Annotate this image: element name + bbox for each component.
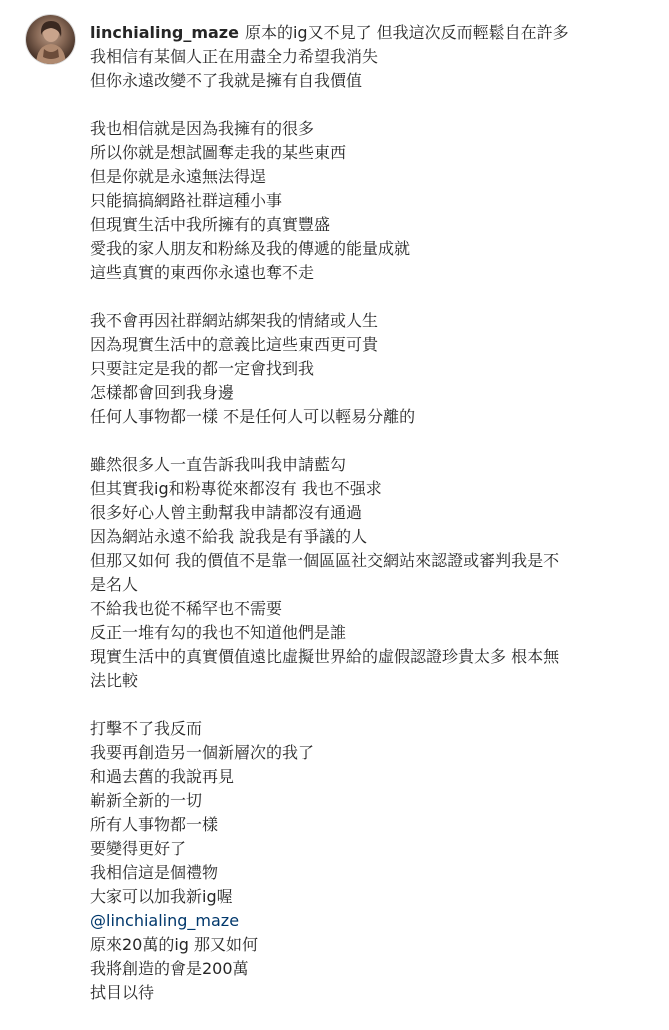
caption-line: [90, 333, 650, 357]
caption-line-text: 很多好心人曾主動幫我申請都沒有通過: [90, 503, 363, 522]
caption-line: [90, 837, 650, 861]
username-link[interactable]: linchialing_maze: [90, 23, 239, 42]
caption-line: [90, 765, 650, 789]
caption-line-text: 愛我的家人朋友和粉絲及我的傳遞的能量成就: [90, 239, 411, 258]
caption-line: [90, 357, 650, 381]
caption-line: [90, 645, 650, 669]
caption-line-text: 這些真實的東西你永遠也奪不走: [90, 263, 315, 282]
caption-line: [90, 429, 650, 453]
caption-line: [90, 261, 650, 285]
caption-line-text: 打擊不了我反而: [90, 719, 203, 738]
caption-line-text: 因為網站永遠不給我 說我是有爭議的人: [90, 527, 368, 546]
caption-text: [90, 21, 650, 1005]
caption-line-text: 但那又如何 我的價值不是靠一個區區社交網站來認證或審判我是不: [90, 551, 560, 570]
caption-line-text: 只能搞搞網路社群這種小事: [90, 191, 283, 210]
caption-line-text: 法比較: [90, 671, 139, 690]
caption-line: [90, 69, 650, 93]
caption-line-text: 原本的ig又不見了 但我這次反而輕鬆自在許多: [244, 23, 569, 42]
caption-line: [90, 237, 650, 261]
caption-line-text: 和過去舊的我說再見: [90, 767, 235, 786]
caption-line: [90, 957, 650, 981]
caption-line: [90, 909, 650, 933]
caption-line: [90, 405, 650, 429]
caption-line-text: 我不會再因社群網站綁架我的情緒或人生: [90, 311, 379, 330]
caption-line: [90, 669, 650, 693]
caption-line-text: 拭目以待: [90, 983, 155, 1002]
caption-line: [90, 141, 650, 165]
caption-line-text: 是名人: [90, 575, 139, 594]
caption-line-text: 要變得更好了: [90, 839, 187, 858]
caption-line: [90, 597, 650, 621]
caption-line: [90, 861, 650, 885]
caption-line: [90, 453, 650, 477]
avatar-photo-icon: [26, 15, 75, 64]
caption-line: [90, 381, 650, 405]
caption-line-text: 我相信這是個禮物: [90, 863, 219, 882]
avatar[interactable]: [26, 15, 75, 64]
caption-line-text: 因為現實生活中的意義比這些東西更可貴: [90, 335, 379, 354]
caption-line-text: 反正一堆有勾的我也不知道他們是誰: [90, 623, 347, 642]
caption-line: [90, 117, 650, 141]
mention-link[interactable]: @linchialing_maze: [90, 911, 240, 930]
caption-line: [90, 189, 650, 213]
caption-line: [90, 165, 650, 189]
caption-line-text: 只要註定是我的都一定會找到我: [90, 359, 315, 378]
caption-line-text: 我將創造的會是200萬: [90, 959, 249, 978]
caption-line: [90, 213, 650, 237]
caption-line: [90, 621, 650, 645]
caption-line: [90, 981, 650, 1005]
caption-line: [90, 741, 650, 765]
caption-line: [90, 21, 650, 45]
caption-line-text: 但是你就是永遠無法得逞: [90, 167, 267, 186]
caption-line-text: 不給我也從不稀罕也不需要: [90, 599, 283, 618]
caption-line-text: 但其實我ig和粉專從來都沒有 我也不强求: [90, 479, 382, 498]
caption-line-text: 所以你就是想試圖奪走我的某些東西: [90, 143, 347, 162]
caption-line: [90, 93, 650, 117]
caption-line-text: 現實生活中的真實價值遠比虛擬世界給的虛假認證珍貴太多 根本無: [90, 647, 560, 666]
caption-line: [90, 789, 650, 813]
caption-line-text: 我相信有某個人正在用盡全力希望我消失: [90, 47, 379, 66]
caption-line-text: 原來20萬的ig 那又如何: [90, 935, 259, 954]
caption-line-text: 怎樣都會回到我身邊: [90, 383, 235, 402]
caption-line: [90, 501, 650, 525]
caption-line: [90, 717, 650, 741]
caption-line: [90, 549, 650, 573]
caption-line: [90, 525, 650, 549]
caption-line: [90, 813, 650, 837]
caption-line-text: 我要再創造另一個新層次的我了: [90, 743, 315, 762]
caption-line: [90, 885, 650, 909]
caption-line-text: 所有人事物都一樣: [90, 815, 219, 834]
caption-line: [90, 285, 650, 309]
caption-line: [90, 693, 650, 717]
caption-line-text: 但現實生活中我所擁有的真實豐盛: [90, 215, 331, 234]
caption-line: [90, 933, 650, 957]
caption-line-text: 但你永遠改變不了我就是擁有自我價值: [90, 71, 363, 90]
caption-line: [90, 45, 650, 69]
caption-line: [90, 309, 650, 333]
caption-line-text: 雖然很多人一直告訴我叫我申請藍勾: [90, 455, 347, 474]
caption-line-text: 嶄新全新的一切: [90, 791, 203, 810]
caption-line-text: 大家可以加我新ig喔: [90, 887, 233, 906]
caption-line-text: 我也相信就是因為我擁有的很多: [90, 119, 315, 138]
caption-line: [90, 477, 650, 501]
caption-line-text: 任何人事物都一樣 不是任何人可以輕易分離的: [90, 407, 416, 426]
caption-line: [90, 573, 650, 597]
